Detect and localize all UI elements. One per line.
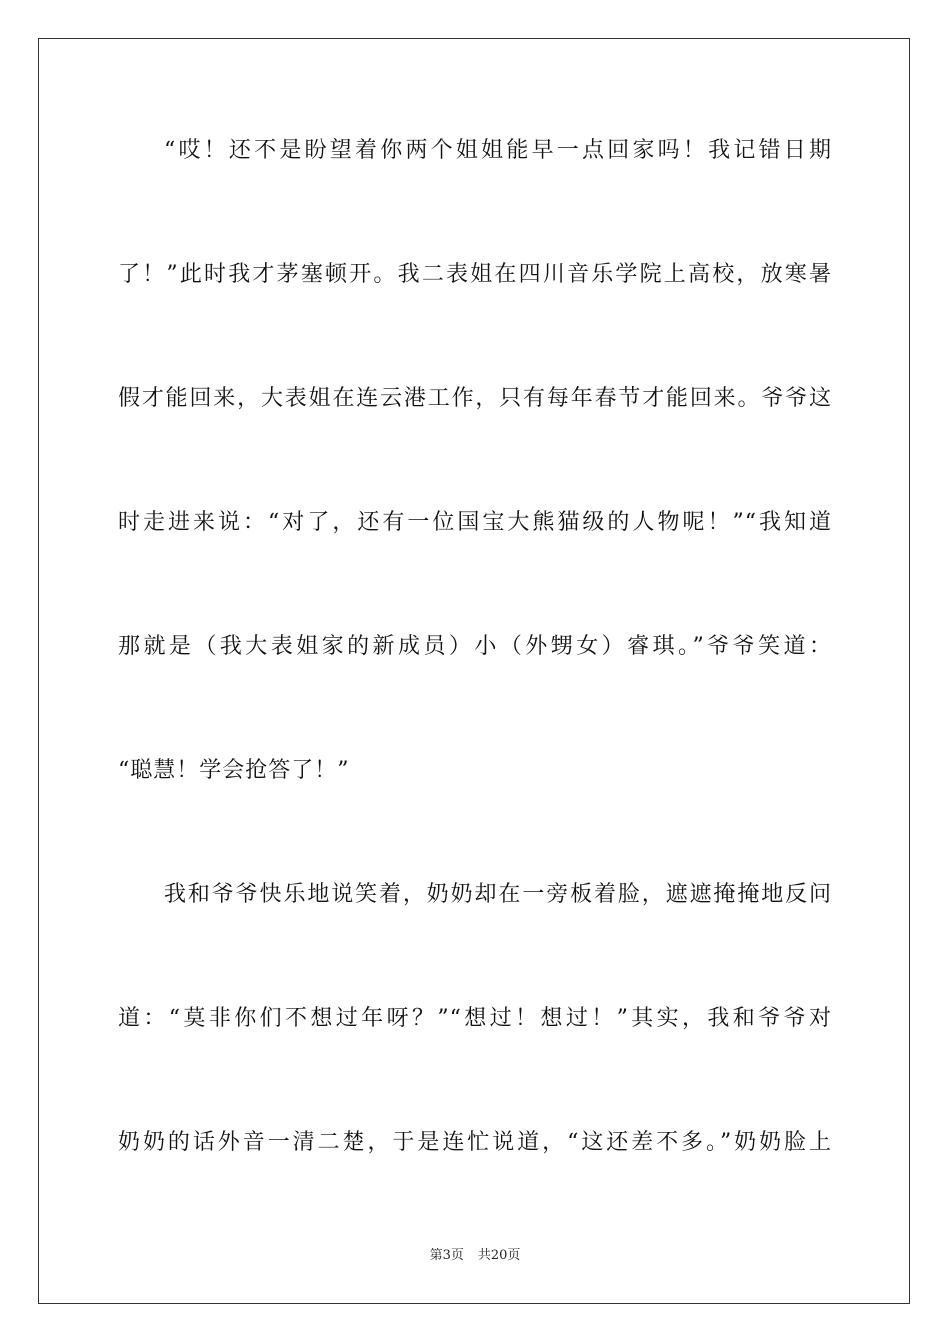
paragraph-line-2: 了！”此时我才茅塞顿开。我二表姐在四川音乐学院上高校，放寒暑 [118,262,832,287]
page-total: 共20页 [477,1248,521,1263]
paragraph-line-1: “哎！还不是盼望着你两个姐姐能早一点回家吗！我记错日期 [164,138,832,163]
paragraph-line-8: 道：“莫非你们不想过年呀？”“想过！想过！”其实，我和爷爷对 [118,1006,832,1031]
page-footer [0,1247,950,1265]
paragraph-line-4: 时走进来说：“对了，还有一位国宝大熊猫级的人物呢！”“我知道 [118,510,832,535]
page-number: 第3页 [429,1248,464,1263]
page-border [38,38,910,1304]
paragraph-line-6: “聪慧！学会抢答了！” [118,758,350,783]
paragraph-line-5: 那就是（我大表姐家的新成员）小（外甥女）睿琪。”爷爷笑道： [118,634,832,659]
paragraph-line-3: 假才能回来，大表姐在连云港工作，只有每年春节才能回来。爷爷这 [118,386,832,411]
paragraph-line-9: 奶奶的话外音一清二楚，于是连忙说道，“这还差不多。”奶奶脸上 [118,1130,832,1155]
paragraph-line-7: 我和爷爷快乐地说笑着，奶奶却在一旁板着脸，遮遮掩掩地反问 [164,882,832,907]
